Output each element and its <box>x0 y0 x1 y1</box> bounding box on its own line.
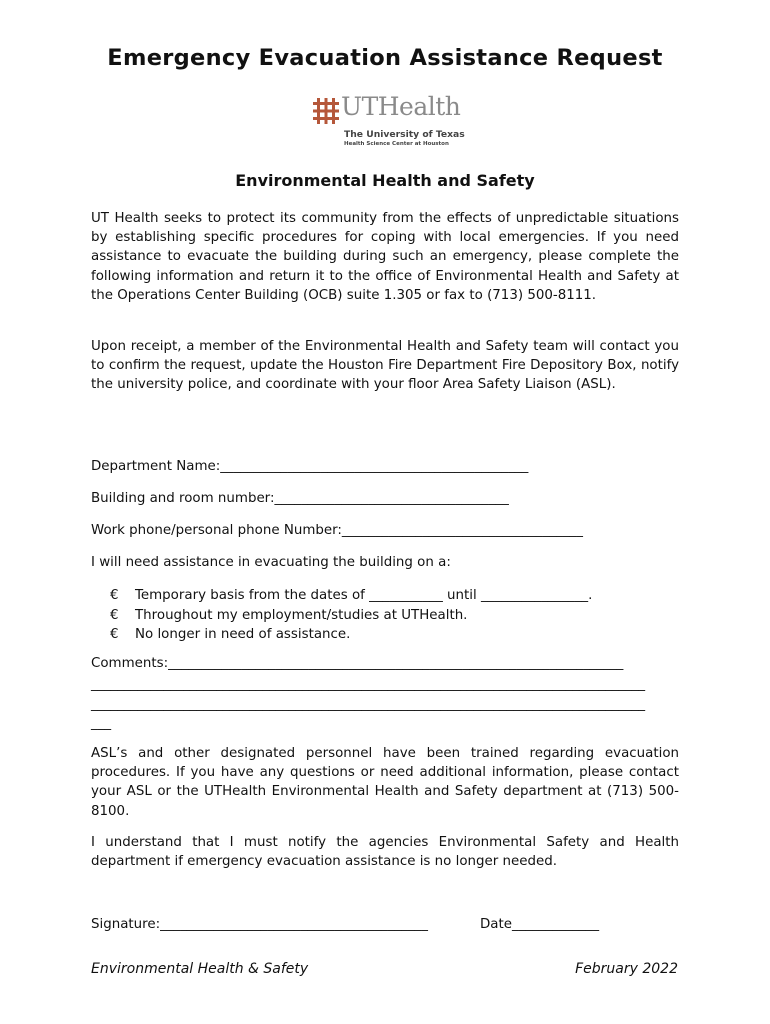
department-heading: Environmental Health and Safety <box>235 171 535 190</box>
logo-university-line: The University of Texas <box>344 129 465 140</box>
checkbox-icon[interactable]: € <box>110 607 119 623</box>
comments-field[interactable]: Comments:____________________________________________________________________ <box>91 656 624 671</box>
building-room-field[interactable]: Building and room number:___________________________________ <box>91 491 509 506</box>
checkbox-icon[interactable]: € <box>110 588 119 603</box>
logo-campus-line: Health Science Center at Houston <box>344 141 449 147</box>
comments-line-4[interactable]: ___ <box>91 716 112 731</box>
uthealth-logo <box>313 92 465 150</box>
footer-department: Environmental Health & Safety <box>91 961 309 977</box>
logo-wordmark: UTHealth <box>341 92 461 121</box>
option-label: Temporary basis from the dates of ___________ until ________________. <box>135 588 593 603</box>
checkbox-icon[interactable]: € <box>110 627 119 642</box>
option-no-longer-needed[interactable] <box>110 625 592 645</box>
option-label: No longer in need of assistance. <box>135 627 351 642</box>
footer-date: February 2022 <box>575 961 678 977</box>
uthealth-emblem-icon <box>313 98 339 124</box>
signature-field[interactable]: Signature:________________________________________ <box>91 917 428 932</box>
comments-line-2[interactable]: ____________________________________________________________________________________ <box>91 677 646 692</box>
assistance-options <box>110 586 592 645</box>
department-name-field[interactable]: Department Name:______________________________________________ <box>91 459 529 474</box>
date-field[interactable]: Date_____________ <box>480 917 600 932</box>
receipt-paragraph: Upon receipt, a member of the Environmental Health and Safety team will contact you to confirm the request, update the Houston Fire Department Fire Depository Box, notify the university police, and coordinate with your floor Area Safety Liaison (ASL). <box>91 339 679 393</box>
assistance-prompt: I will need assistance in evacuating the building on a: <box>91 555 451 570</box>
understand-paragraph: I understand that I must notify the agencies Environmental Safety and Health department if emergency evacuation assistance is no longer needed. <box>91 835 679 870</box>
document-title: Emergency Evacuation Assistance Request <box>107 45 663 71</box>
intro-paragraph: UT Health seeks to protect its community from the effects of unpredictable situations by establishing specific procedures for coping with local emergencies. If you need assistance to evacuate the building during such an emergency, please complete the following information and return it to the office of Environmental Health and Safety at the Operations Center Building (OCB) suite 1.305 or fax to (713) 500-8111. <box>91 211 679 303</box>
option-throughout-employment[interactable] <box>110 606 592 626</box>
option-temporary[interactable] <box>110 586 592 606</box>
work-phone-field[interactable]: Work phone/personal phone Number:____________________________________ <box>91 523 583 538</box>
comments-line-3[interactable]: ____________________________________________________________________________________ <box>91 697 646 712</box>
option-label: Throughout my employment/studies at UTHealth. <box>135 607 468 623</box>
asl-paragraph: ASL’s and other designated personnel have been trained regarding evacuation procedures. If you have any questions or need additional information, please contact your ASL or the UTHealth Environmental Health and Safety department at (713) 500-8100. <box>91 746 679 819</box>
